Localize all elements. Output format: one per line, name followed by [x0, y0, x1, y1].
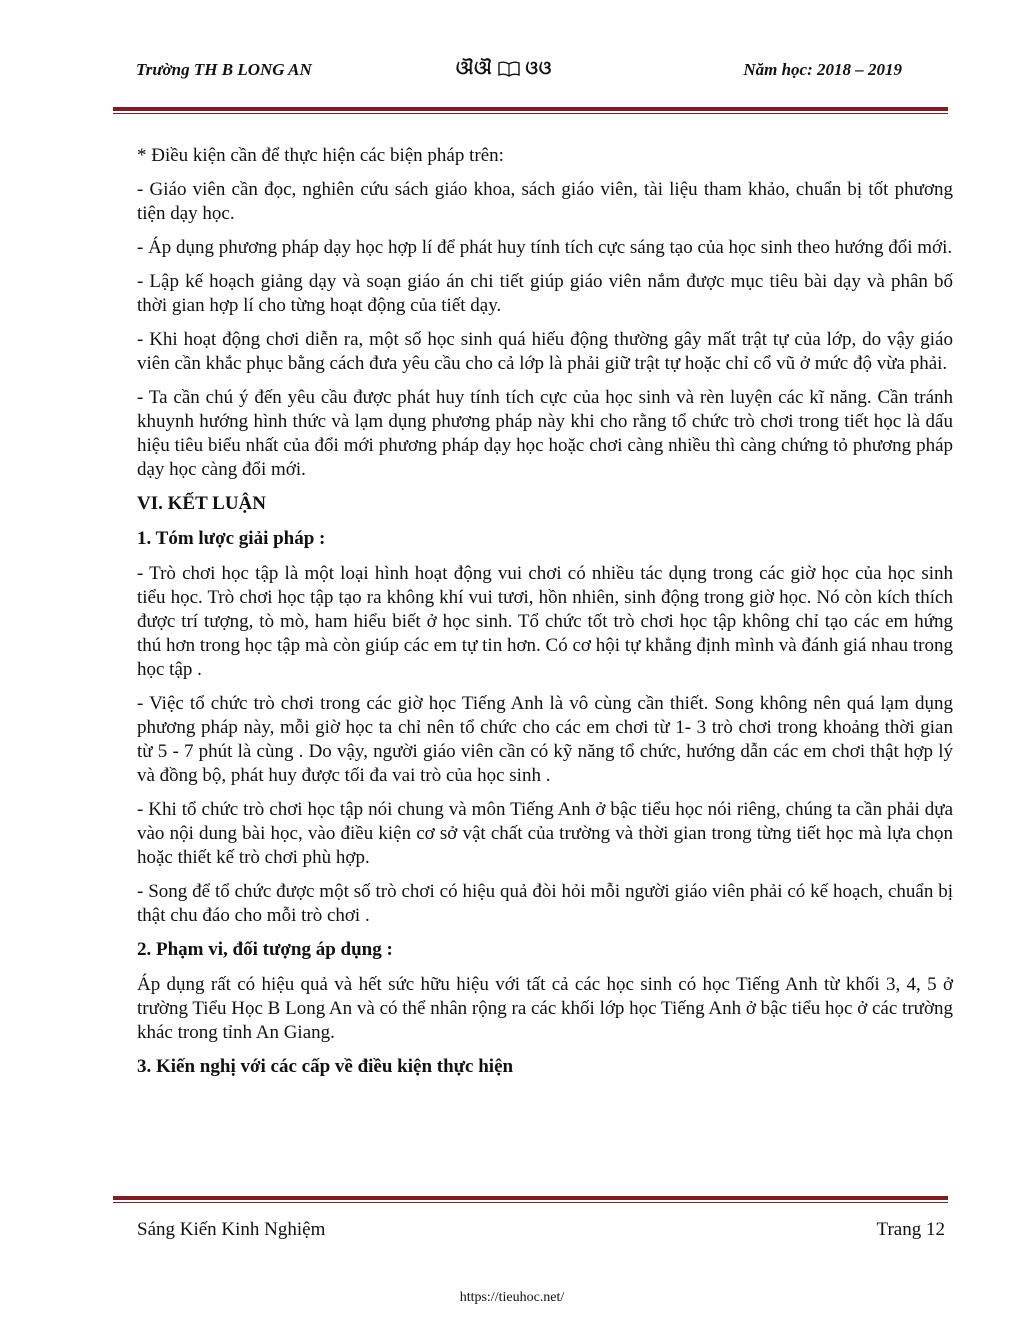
paragraph: - Khi tổ chức trò chơi học tập nói chung và môn Tiếng Anh ở bậc tiểu học nói riêng, chúng ta cần phải dựa vào nội dung bài học, vào điều kiện cơ sở vật chất của trường và thời gian trong từng tiết học mà lựa chọn hoặc thiết kế trò chơi phù hợp. — [137, 799, 953, 868]
paragraph: - Giáo viên cần đọc, nghiên cứu sách giáo khoa, sách giáo viên, tài liệu tham khảo, chuẩn bị tốt phương tiện dạy học. — [137, 179, 953, 224]
document-body — [137, 144, 953, 1090]
footer-rule — [113, 1196, 948, 1203]
page-header — [136, 60, 904, 88]
header-ornament — [456, 58, 552, 79]
paragraph: - Trò chơi học tập là một loại hình hoạt động vui chơi có nhiều tác dụng trong các giờ học của học sinh tiểu học. Trò chơi học tập tạo ra không khí vui tươi, hồn nhiên, sinh động trong giờ học. Nó còn kích thích được trí tượng, tò mò, ham hiểu biết ở học sinh. Tổ chức tốt trò chơi học tập không chỉ tạo các em hứng thú hơn trong học tập mà còn giúp các em tự tin hơn. Có cơ hội tự khẳng định mình và đánh giá nhau trong học tập . — [137, 563, 953, 680]
source-url: https://tieuhoc.net/ — [459, 1290, 565, 1305]
paragraph: - Áp dụng phương pháp dạy học hợp lí để phát huy tính tích cực sáng tạo của học sinh theo hướng đổi mới. — [137, 237, 953, 258]
paragraph: - Việc tổ chức trò chơi trong các giờ học Tiếng Anh là vô cùng cần thiết. Song không nên quá lạm dụng phương pháp này, mỗi giờ học ta chỉ nên tổ chức cho các em chơi từ 1- 3 trò chơi trong khoảng thời gian từ 5 - 7 phút là cùng . Do vậy, người giáo viên cần có kỹ năng tổ chức, hướng dẫn các em chơi thật hợp lý và đồng bộ, phát huy được tối đa vai trò của học sinh . — [137, 693, 953, 786]
paragraph: - Song để tổ chức được một số trò chơi có hiệu quả đòi hỏi mỗi người giáo viên phải có kế hoạch, chuẩn bị thật chu đáo cho mỗi trò chơi . — [137, 881, 953, 926]
book-icon — [498, 61, 520, 77]
paragraph: * Điều kiện cần để thực hiện các biện pháp trên: — [137, 145, 504, 166]
header-rule — [113, 107, 948, 114]
section-heading: 1. Tóm lược giải pháp : — [137, 528, 326, 549]
school-year: Năm học: 2018 – 2019 — [743, 60, 902, 79]
paragraph: - Ta cần chú ý đến yêu cầu được phát huy tính tích cực của học sinh và rèn luyện các kĩ năng. Cần tránh khuynh hướng hình thức và lạm dụng phương pháp này khi cho rằng tổ chức trò chơi trong tiết học là dấu hiệu tiêu biểu nhất của đổi mới phương pháp dạy học hoặc chơi càng nhiều thì càng chứng tỏ phương pháp dạy học càng đổi mới. — [137, 387, 953, 480]
ornament-left: ଔଔ — [456, 58, 493, 78]
ornament-right: ଓଓ — [525, 58, 553, 78]
section-heading: VI. KẾT LUẬN — [137, 493, 266, 514]
paragraph: Áp dụng rất có hiệu quả và hết sức hữu hiệu với tất cả các học sinh có học Tiếng Anh từ khối 3, 4, 5 ở trường Tiểu Học B Long An và có thể nhân rộng ra các khối lớp học Tiếng Anh ở bậc tiểu học ở các trường khác trong tỉnh An Giang. — [137, 974, 953, 1043]
footer-title: Sáng Kiến Kinh Nghiệm — [137, 1219, 326, 1240]
section-heading: 2. Phạm vi, đối tượng áp dụng : — [137, 939, 393, 960]
page-number: Trang 12 — [876, 1219, 945, 1240]
paragraph: - Lập kế hoạch giảng dạy và soạn giáo án chi tiết giúp giáo viên nắm được mục tiêu bài dạy và phân bố thời gian hợp lí cho từng hoạt động của tiết dạy. — [137, 271, 953, 316]
school-name: Trường TH B LONG AN — [136, 60, 312, 79]
paragraph: - Khi hoạt động chơi diễn ra, một số học sinh quá hiếu động thường gây mất trật tự của lớp, do vậy giáo viên cần khắc phục bằng cách đưa yêu cầu cho cả lớp là phải giữ trật tự hoặc chỉ cổ vũ ở mức độ vừa phải. — [137, 329, 953, 374]
section-heading: 3. Kiến nghị với các cấp về điều kiện thực hiện — [137, 1056, 514, 1077]
